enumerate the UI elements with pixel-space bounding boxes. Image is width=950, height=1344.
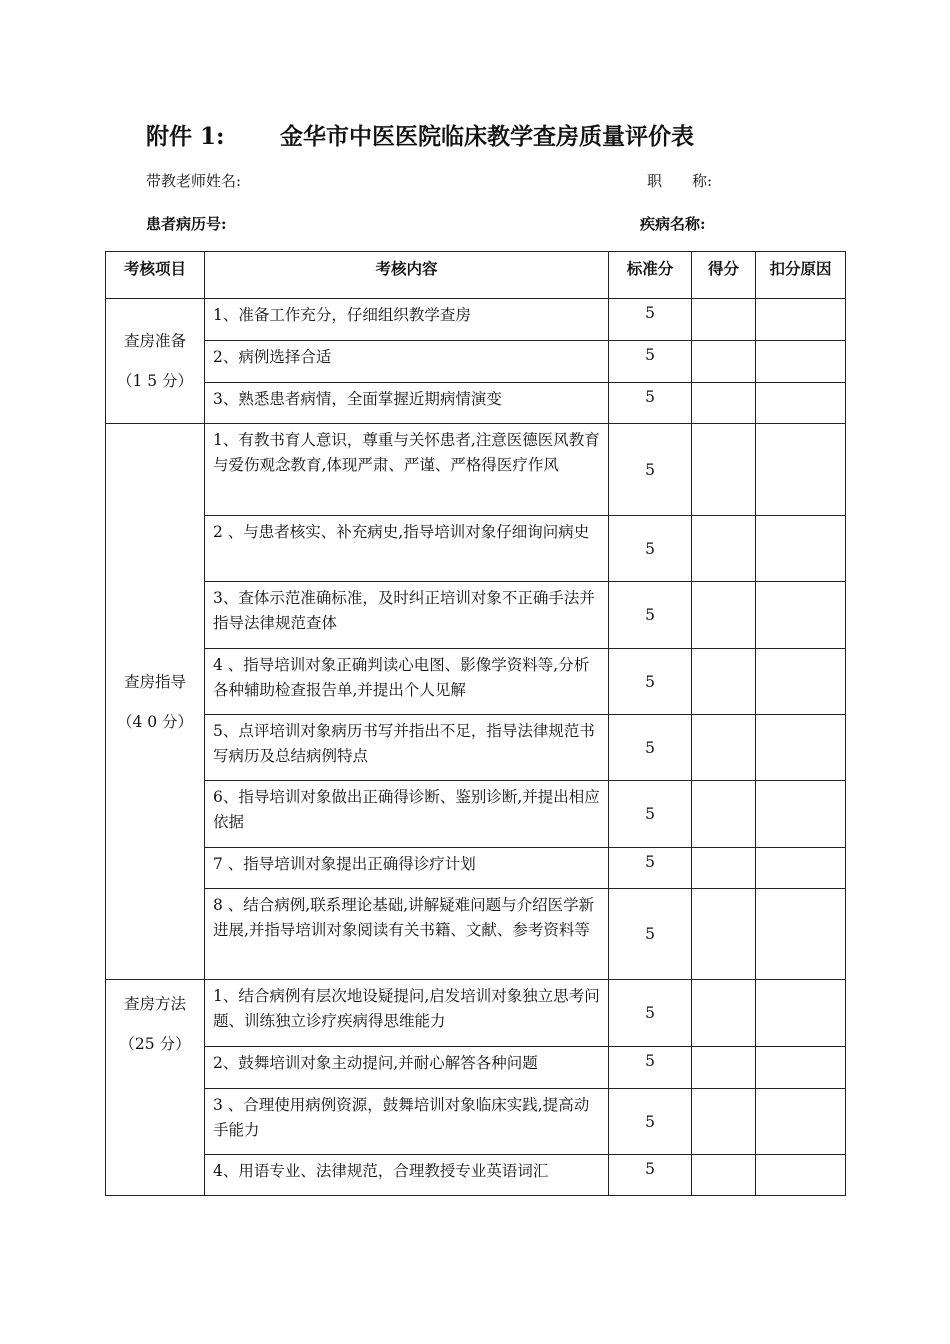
standard-score: 5 — [609, 341, 692, 383]
deduction-reason-cell[interactable] — [756, 582, 846, 649]
item-content: 4 、指导培训对象正确判读心电图、影像学资料等,分析各种辅助检查报告单,并提出个人见解 — [205, 649, 609, 715]
table-row — [106, 781, 846, 848]
score-cell[interactable] — [692, 299, 756, 341]
category-name: 查房指导 — [123, 672, 186, 691]
table-row — [106, 299, 846, 341]
score-cell[interactable] — [692, 516, 756, 582]
score-cell[interactable] — [692, 383, 756, 424]
standard-score: 5 — [609, 582, 692, 649]
deduction-reason-cell[interactable] — [756, 383, 846, 424]
standard-score: 5 — [609, 889, 692, 980]
score-cell[interactable] — [692, 715, 756, 781]
table-row — [106, 848, 846, 889]
item-content: 3、熟悉患者病情，全面掌握近期病情演变 — [205, 383, 609, 424]
deduction-reason-cell[interactable] — [756, 299, 846, 341]
deduction-reason-cell[interactable] — [756, 980, 846, 1047]
score-cell[interactable] — [692, 649, 756, 715]
score-cell[interactable] — [692, 1089, 756, 1155]
score-cell[interactable] — [692, 582, 756, 649]
score-cell[interactable] — [692, 848, 756, 889]
standard-score: 5 — [609, 1155, 692, 1196]
deduction-reason-cell[interactable] — [756, 1155, 846, 1196]
score-cell[interactable] — [692, 781, 756, 848]
category-name: 查房方法 — [123, 995, 186, 1013]
deduction-reason-cell[interactable] — [756, 341, 846, 383]
standard-score: 5 — [609, 1089, 692, 1155]
deduction-reason-cell[interactable] — [756, 649, 846, 715]
column-header-content: 考核内容 — [205, 252, 609, 299]
evaluation-table — [105, 251, 846, 1196]
column-header-deduction-reason: 扣分原因 — [756, 252, 846, 299]
title-row — [146, 118, 846, 158]
item-content: 2、病例选择合适 — [205, 341, 609, 383]
table-row — [106, 341, 846, 383]
item-content: 2、鼓舞培训对象主动提问,并耐心解答各种问题 — [205, 1047, 609, 1089]
table-row — [106, 1155, 846, 1196]
score-cell[interactable] — [692, 1047, 756, 1089]
item-content: 4、用语专业、法律规范，合理教授专业英语词汇 — [205, 1155, 609, 1196]
column-header-standard-score: 标准分 — [609, 252, 692, 299]
table-header-row — [106, 252, 846, 299]
item-content: 7 、指导培训对象提出正确得诊疗计划 — [205, 848, 609, 889]
category-points: （25 分） — [119, 1035, 191, 1053]
attachment-label: 附件 1: — [146, 123, 225, 150]
item-content: 3 、合理使用病例资源，鼓舞培训对象临床实践,提高动手能力 — [205, 1089, 609, 1155]
category-points: （1 5 分） — [116, 372, 194, 390]
column-header-score: 得分 — [692, 252, 756, 299]
table-row — [106, 980, 846, 1047]
page-title: 金华市中医医院临床教学查房质量评价表 — [280, 123, 694, 150]
score-cell[interactable] — [692, 1155, 756, 1196]
deduction-reason-cell[interactable] — [756, 424, 846, 516]
item-content: 8 、结合病例,联系理论基础,讲解疑难问题与介绍医学新进展,并指导培训对象阅读有关书籍、文献、参考资料等 — [205, 889, 609, 980]
item-content: 5、点评培训对象病历书写并指出不足，指导法律规范书写病历及总结病例特点 — [205, 715, 609, 781]
job-title-field: 职 称: — [647, 172, 713, 190]
table-row — [106, 715, 846, 781]
standard-score: 5 — [609, 299, 692, 341]
deduction-reason-cell[interactable] — [756, 715, 846, 781]
score-cell[interactable] — [692, 980, 756, 1047]
table-row — [106, 424, 846, 516]
column-header-category: 考核项目 — [106, 252, 205, 299]
table-row — [106, 516, 846, 582]
deduction-reason-cell[interactable] — [756, 1047, 846, 1089]
category-name: 查房准备 — [123, 332, 186, 350]
standard-score: 5 — [609, 383, 692, 424]
table-row — [106, 1047, 846, 1089]
disease-name-field: 疾病名称: — [640, 215, 706, 233]
standard-score: 5 — [609, 1047, 692, 1089]
deduction-reason-cell[interactable] — [756, 1089, 846, 1155]
item-content: 2 、与患者核实、补充病史,指导培训对象仔细询问病史 — [205, 516, 609, 582]
category-cell — [106, 299, 205, 424]
standard-score: 5 — [609, 424, 692, 516]
item-content: 1、有教书育人意识，尊重与关怀患者,注意医德医风教育与爱伤观念教育,体现严肃、严谨、严格得医疗作风 — [205, 424, 609, 516]
record-number-field: 患者病历号: — [146, 215, 227, 233]
item-content: 3、查体示范准确标准，及时纠正培训对象不正确手法并指导法律规范查体 — [205, 582, 609, 649]
deduction-reason-cell[interactable] — [756, 781, 846, 848]
table-row — [106, 383, 846, 424]
table-row — [106, 582, 846, 649]
score-cell[interactable] — [692, 889, 756, 980]
item-content: 1、结合病例有层次地设疑提问,启发培训对象独立思考问题、训练独立诊疗疾病得思维能力 — [205, 980, 609, 1047]
standard-score: 5 — [609, 848, 692, 889]
category-cell — [106, 980, 205, 1196]
item-content: 6、指导培训对象做出正确得诊断、鉴别诊断,并提出相应依据 — [205, 781, 609, 848]
standard-score: 5 — [609, 980, 692, 1047]
deduction-reason-cell[interactable] — [756, 848, 846, 889]
category-cell — [106, 424, 205, 980]
standard-score: 5 — [609, 715, 692, 781]
teacher-name-field: 带教老师姓名: — [146, 172, 242, 190]
table-row — [106, 889, 846, 980]
deduction-reason-cell[interactable] — [756, 516, 846, 582]
score-cell[interactable] — [692, 424, 756, 516]
category-points: （4 0 分） — [116, 712, 194, 731]
deduction-reason-cell[interactable] — [756, 889, 846, 980]
standard-score: 5 — [609, 516, 692, 582]
item-content: 1、准备工作充分，仔细组织教学查房 — [205, 299, 609, 341]
score-cell[interactable] — [692, 341, 756, 383]
standard-score: 5 — [609, 649, 692, 715]
table-row — [106, 649, 846, 715]
standard-score: 5 — [609, 781, 692, 848]
table-row — [106, 1089, 846, 1155]
